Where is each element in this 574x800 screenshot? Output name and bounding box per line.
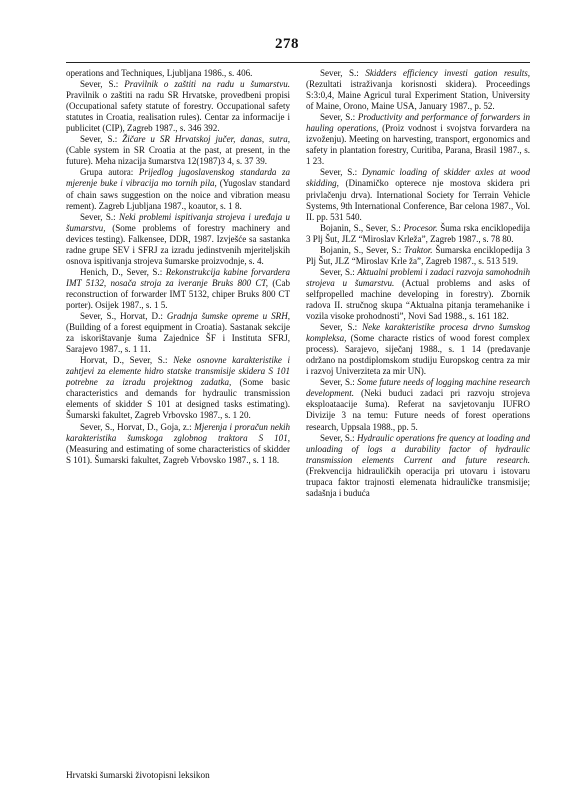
entry-title: Dynamic loading of skidder axles at wood skidding,: [306, 167, 531, 189]
entry-text: Sever, S., Horvat, D., Goja, z.:: [80, 421, 195, 432]
bibliography-entry: [306, 267, 530, 322]
entry-title: Procesor.: [403, 222, 438, 233]
bibliography-entry: [66, 79, 290, 134]
entry-text: (Dinamičko opterece nje mostova skidera pri privlačenju drva). International Society for Terrain Vehicle Systems, 9th International Conference, Bar celona 1987., Vol. II. pp. 531 540.: [306, 178, 530, 222]
entry-title: Neke osnovne karakteristike i zahtjevi za elemente hidro statske transmisije skidera S 101 potrebne za izradu projektnog zadatka,: [66, 355, 290, 388]
entry-title: Mjerenja i proračun nekih karakteristika šumskoga zglobnog traktora S 101,: [66, 421, 291, 443]
entry-text: (Building of a forest equipment in Croatia). Sastanak sekcije za iskorištavanje šuma Zajednice ŠF i Instituta SFRJ, Sarajevo 1987., s. 1 11.: [66, 322, 290, 355]
entry-text: Pravilnik o zaštiti na radu SR Hrvatske, provedbeni propisi (Occupational safety statute of forestry. Occupational safety statutes in Croatia, realisation rules). Centar za informacije i publicitet (CIP), Zagreb 1987., s. 346 392.: [66, 90, 290, 134]
entry-text: (Frekvencija hidrauličkih operacija pri utovaru i istovaru trupaca faktor trajnosti elemenata hidrauličke transmisije; sadašnja i buduća: [306, 465, 530, 498]
entry-title: Prijedlog jugoslavenskog standarda za mjerenje buke i vibracija mo tornih pila,: [66, 167, 290, 189]
bibliography-entry: [306, 322, 530, 377]
bibliography-entry: [306, 245, 530, 267]
entry-title: Productivity and performance of forwarders in hauling operations,: [306, 112, 530, 134]
entry-text: (Yugoslav standard of chain saws suggestion on the noice and vibration measu rement). Zagreb Ljubljana 1987., koautor, s. 1 8.: [66, 178, 290, 211]
entry-text: Sever, S., Horvat, D.:: [80, 311, 167, 322]
entry-text: (Rezultati istraživanja korisnosti skidera). Proceedings S:3:0,4, Maine Agricul tural Experiment Station, University of Maine, Orono, Maine USA, January 1987., p. 52.: [306, 79, 530, 112]
entry-title: Žičare u SR Hrvatskoj jučer, danas, sutra,: [122, 134, 290, 145]
header-rule: [66, 62, 530, 63]
entry-text: Bojanin, S., Sever, S.:: [320, 222, 404, 233]
bibliography-entry: [66, 422, 290, 466]
entry-text: operations and Techniques, Ljubljana 1986., s. 406.: [66, 68, 253, 78]
entry-title: Neke karakteristike procesa drvno šumskog kompleksa,: [306, 322, 530, 344]
entry-title: Traktor.: [404, 244, 433, 255]
bibliography-entry: [66, 134, 290, 167]
bibliography-entry: [306, 167, 530, 222]
bibliography-entry: [306, 112, 530, 167]
entry-text: (Cable system in SR Croatia at the past, at present, in the future). Meha nizacija šumarstva 12(1987)3 4, s. 37 39.: [66, 145, 290, 167]
entry-text: Sever, S.:: [320, 167, 362, 178]
bibliography-entry: [306, 433, 530, 499]
page-footer: Hrvatski šumarski životopisni leksikon: [66, 770, 210, 780]
entry-text: Horvat, D., Sever, S.:: [80, 355, 174, 366]
entry-title: Skidders efficiency investi gation results,: [365, 68, 531, 78]
bibliography-entry: [66, 355, 290, 421]
bibliography-entry: [306, 223, 530, 245]
entry-text: Šuma rska enciklopedija 3 Plj Šut, JLZ “Miroslav Krleža”, Zagreb 1987., s. 78 80.: [306, 222, 530, 244]
entry-text: (Measuring and estimating of some characteristics of skidder S 101). Šumarski fakultet, Zagreb Vrbovsko 1987., s. 1 18.: [66, 443, 290, 465]
bibliography-entry: [66, 167, 290, 211]
entry-title: Hydraulic operations fre quency at loading and unloading of logs a durability factor of hydraulic transmission elements Current and future research.: [306, 432, 530, 465]
entry-text: Sever, S.:: [320, 112, 358, 123]
left-column: [66, 68, 290, 466]
entry-title: Aktualni problemi i zadaci razvoja samohodnih strojeva u šumarstvu.: [306, 266, 530, 288]
entry-text: Grupa autora:: [80, 167, 139, 178]
page-number: 278: [275, 36, 299, 52]
bibliography-entry: [66, 267, 290, 311]
entry-text: Sever, S.:: [320, 432, 357, 443]
right-column: [306, 68, 530, 499]
bibliography-entry: [306, 68, 530, 112]
entry-text: (Cab reconstruction of forwarder IMT 5132, chiper Bruks 800 CT porter). Osijek 1987., s. 1 5.: [66, 277, 290, 310]
entry-text: Sever, S.:: [80, 211, 120, 222]
entry-title: Gradnja šumske opreme u SRH,: [166, 311, 290, 322]
bibliography-entry: [66, 311, 290, 355]
entry-text: Bojanin, S., Sever, S.:: [320, 244, 405, 255]
entry-text: (Some basic characteristics and demands for hydraulic transmission elements of skidder S 101 at designed tasks estimating). Šumarski fakultet, Zagreb Vrbovsko 1987., s. 1 20.: [66, 377, 290, 421]
entry-text: Sever, S.:: [320, 377, 358, 388]
entry-text: (Some characte ristics of wood forest complex process). Sarajevo, siječanj 1988., s. 1 14 (predavanje održano na postdiplomskom studiju Europskog centra za mir i razvoj Univerziteta za mir UN).: [306, 333, 530, 377]
entry-title: Pravilnik o zaštiti na radu u šumarstvu.: [124, 79, 290, 90]
entry-text: Sever, S.:: [320, 266, 358, 277]
entry-text: (Some problems of forestry machinery and devices testing). Falkensee, DDR, 1987. Izvješće sa sastanka radne grupe SEV i SFRJ za izradu jedinstvenih mjeriteljskih osnova ispitivanja strojeva šumarske proizvodnje, s. 4.: [66, 222, 290, 266]
entry-text: Sever, S.:: [320, 322, 363, 333]
bibliography-entry: [306, 377, 530, 432]
bibliography-entry: [66, 212, 290, 267]
entry-text: Sever, S.:: [80, 134, 123, 145]
bibliography-entry: [66, 68, 290, 79]
entry-text: (Neki buduci zadaci pri razvoju strojeva eksploataacije šuma). Referat na savjetovanju IUFRO Divizije 3 na temu: Future needs of forest operations research, Uppsala 1988., pp. 5.: [306, 388, 530, 432]
entry-text: Henich, D., Sever, S.:: [80, 266, 166, 277]
entry-text: Šumarska enciklopedija 3 Plj Šut, JLZ “Miroslav Krle ža”, Zagreb 1987., s. 513 519.: [306, 244, 530, 266]
entry-text: Sever, S.:: [320, 68, 366, 78]
entry-title: Some future needs of logging machine research development.: [306, 377, 530, 399]
entry-title: Neki problemi ispitivanja strojeva i uređaja u šumarstvu,: [66, 211, 291, 233]
entry-text: (Proiz vodnost i svojstva forvardera na izvoženju). Meeting on harvesting, transport, ergonomics and safety in plantation forestry, Curitiba, Parana, Brasil 1987., s. 1 23.: [306, 123, 530, 167]
entry-text: (Actual problems and asks of selfpropelled machine developing in forestry). Zbornik radova II. stručnog skupa “Aktualna pitanja teramehanike i vozila visoke prohodnosti”, Novi Sad 1988., s. 161 182.: [306, 277, 530, 322]
entry-title: Rekonstrukcija kabine forvardera IMT 5132, nosača stroja za iveranje Bruks 800 CT,: [66, 266, 290, 288]
entry-text: Sever, S.:: [80, 79, 125, 90]
